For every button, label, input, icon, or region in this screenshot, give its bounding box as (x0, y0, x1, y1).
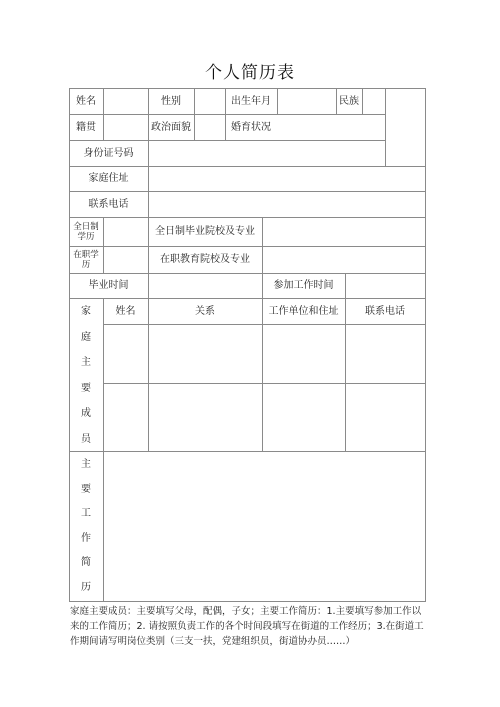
family-col-phone: 联系电话 (365, 305, 405, 317)
form-title: 个人简历表 (205, 63, 295, 83)
inservice-edu-label: 在职学历 (73, 249, 99, 270)
row-line (103, 383, 426, 384)
col-line (362, 88, 363, 114)
table-border-bottom (69, 601, 426, 602)
row-line (103, 324, 426, 325)
col-line (103, 88, 104, 140)
birth-label: 出生年月 (231, 95, 271, 107)
col-line (262, 217, 263, 273)
form-note: 家庭主要成员：主要填写父母，配偶，子女；主要工作简历：1.主要填写参加工作以来的工作简历；2. 请按照负责工作的各个时间段填写在街道的工作经历；3.在街道工作期间请写明岗位类别（三支一扶，党建组织员，街道协办员……） (70, 606, 424, 647)
family-col-name: 姓名 (115, 305, 136, 317)
family-col-relation: 关系 (195, 305, 215, 317)
fulltime-school-label: 全日制毕业院校及专业 (155, 226, 255, 237)
col-line (277, 88, 278, 114)
col-line (148, 273, 149, 298)
marital-status-label: 婚育状况 (231, 121, 271, 133)
native-place-label: 籍贯 (76, 121, 96, 133)
family-members-heading: 家 庭 主 要 成 员 (81, 306, 91, 445)
row-line (69, 451, 426, 452)
name-label: 姓名 (76, 95, 96, 107)
table-border-right (425, 88, 426, 602)
phone-label: 联系电话 (88, 198, 129, 210)
political-status-label: 政治面貌 (151, 121, 191, 133)
family-col-employer: 工作单位和住址 (268, 305, 339, 317)
col-line (148, 140, 149, 218)
col-line (345, 273, 346, 298)
photo-box-left (385, 88, 386, 166)
address-label: 家庭住址 (88, 173, 129, 184)
work-history-heading: 主 要 工 作 简 历 (81, 459, 91, 593)
work-start-label: 参加工作时间 (273, 280, 334, 291)
ethnicity-label: 民族 (339, 95, 359, 107)
id-number-label: 身份证号码 (83, 147, 134, 159)
fulltime-edu-label: 全日制学历 (73, 221, 99, 242)
col-line (103, 298, 104, 601)
gender-label: 性别 (161, 95, 181, 107)
col-line (103, 217, 104, 273)
col-line (194, 88, 195, 140)
inservice-school-label: 在职教育院校及专业 (160, 254, 250, 265)
grad-time-label: 毕业时间 (88, 280, 129, 291)
